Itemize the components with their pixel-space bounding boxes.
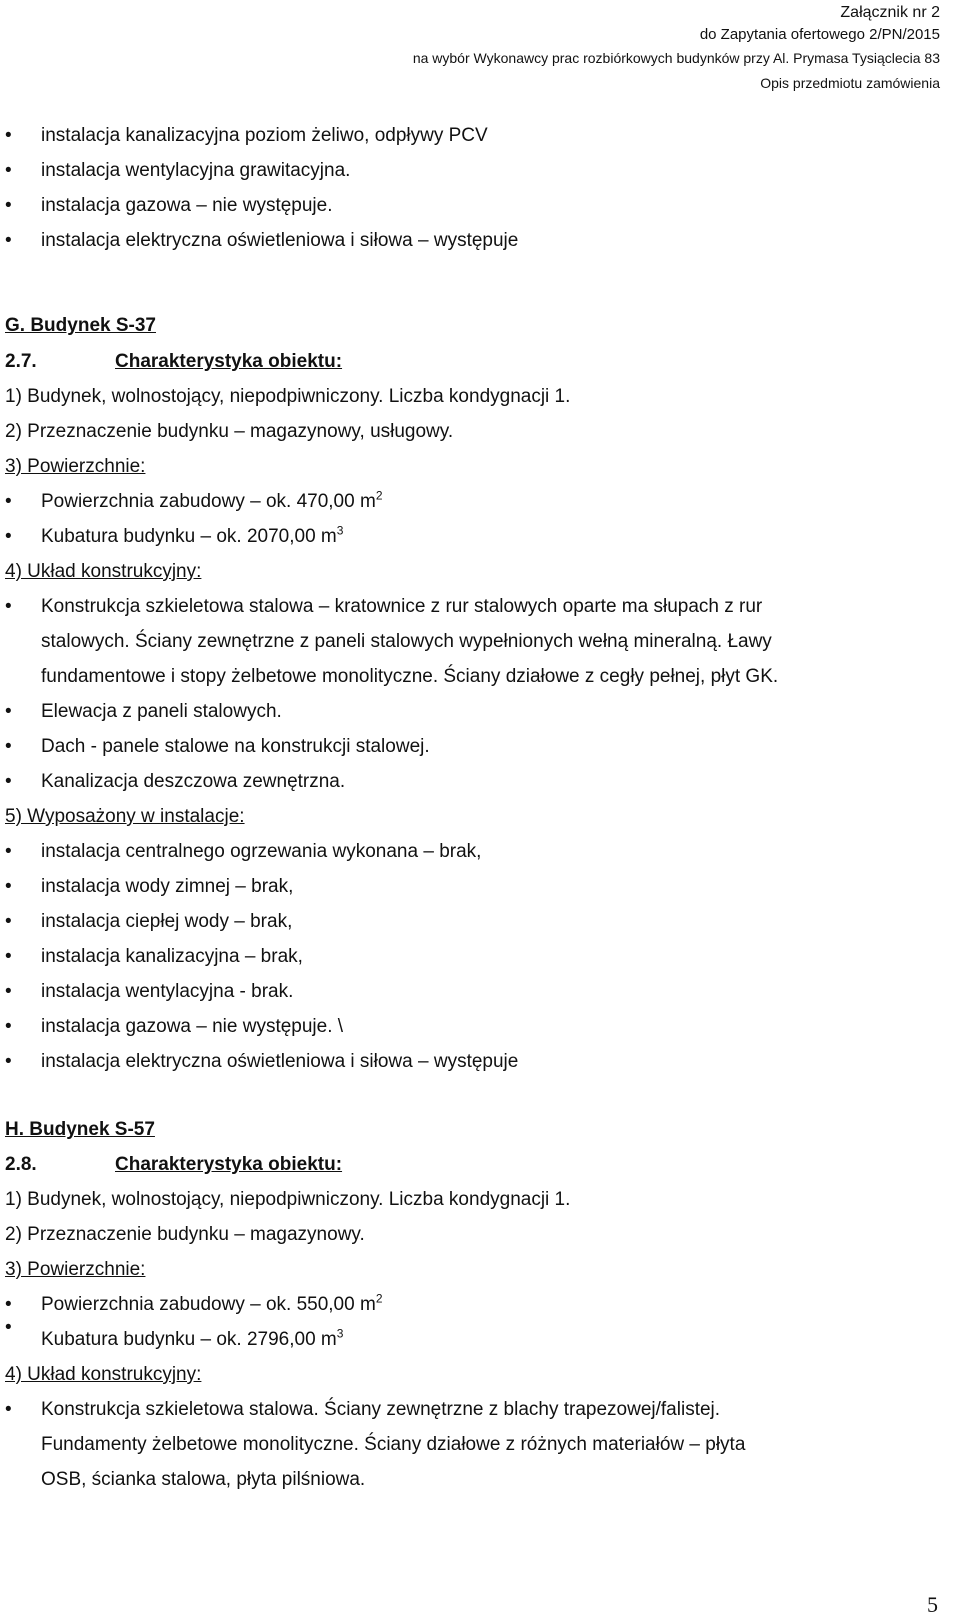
line-text: H. Budynek S-57 (5, 1119, 155, 1140)
bullet-glyph: • (5, 526, 12, 547)
paragraph-line (41, 1435, 745, 1454)
bullet-item (41, 231, 518, 250)
section-heading (5, 1120, 155, 1139)
unit-exponent: 2 (375, 488, 383, 503)
bullet-item (41, 488, 383, 512)
bullet-glyph: • (5, 771, 12, 792)
line-text: Kubatura budynku – ok. 2796,00 m (41, 1329, 337, 1350)
line-text: Powierzchnia zabudowy – ok. 550,00 m (41, 1294, 376, 1315)
bullet-glyph: • (5, 125, 12, 146)
line-text: 3) Powierzchnie: (5, 456, 146, 477)
bullet-glyph: • (5, 911, 12, 932)
paragraph-line (41, 667, 778, 686)
line-text: Kubatura budynku – ok. 2070,00 m (41, 526, 337, 547)
paragraph-line (41, 632, 772, 651)
bullet-item (41, 982, 293, 1001)
line-text: instalacja kanalizacyjna poziom żeliwo, odpływy PCV (41, 125, 488, 146)
bullet-item (41, 1017, 343, 1036)
line-text: G. Budynek S-37 (5, 315, 156, 336)
line-text: 3) Powierzchnie: (5, 1259, 146, 1280)
line-text: instalacja elektryczna oświetleniowa i siłowa – występuje (41, 1051, 519, 1072)
paragraph-line (5, 457, 145, 476)
paragraph-line (5, 1225, 365, 1244)
line-text: Konstrukcja szkieletowa stalowa. Ściany zewnętrzne z blachy trapezowej/falistej. (41, 1399, 721, 1420)
bullet-glyph: • (5, 1294, 12, 1315)
line-text: 2) Przeznaczenie budynku – magazynowy, usługowy. (5, 421, 454, 442)
section-heading (5, 1155, 342, 1174)
bullet-glyph: • (5, 981, 12, 1002)
line-text: instalacja wody zimnej – brak, (41, 876, 294, 897)
bullet-glyph: • (5, 946, 12, 967)
line-text: Charakterystyka obiektu: (115, 1154, 343, 1175)
header-inquiry-ref: do Zapytania ofertowego 2/PN/2015 (699, 26, 940, 43)
bullet-item (41, 1291, 383, 1315)
section-heading (5, 352, 342, 371)
line-text: Powierzchnia zabudowy – ok. 470,00 m (41, 491, 376, 512)
paragraph-line (5, 1365, 201, 1384)
bullet-glyph: • (5, 491, 12, 512)
unit-exponent: 3 (336, 1326, 344, 1341)
page-number: 5 (927, 1592, 938, 1617)
paragraph-line (5, 1190, 570, 1209)
paragraph-line (5, 807, 245, 826)
bullet-glyph: • (5, 841, 12, 862)
bullet-item (41, 597, 762, 616)
line-text: instalacja kanalizacyjna – brak, (41, 946, 303, 967)
line-text: Fundamenty żelbetowe monolityczne. Ściany działowe z różnych materiałów – płyta (41, 1434, 746, 1455)
section-number: 2.7. (5, 351, 37, 372)
section-heading (5, 316, 156, 335)
bullet-item (41, 126, 488, 145)
bullet-item (41, 1326, 344, 1350)
bullet-item (41, 877, 293, 896)
line-text: instalacja gazowa – nie występuje. \ (41, 1016, 344, 1037)
bullet-item (41, 772, 345, 791)
paragraph-line (5, 1260, 145, 1279)
unit-exponent: 3 (336, 523, 344, 538)
bullet-glyph: • (5, 230, 12, 251)
line-text: stalowych. Ściany zewnętrzne z paneli stalowych wypełnionych wełną mineralną. Ławy (41, 631, 772, 652)
bullet-item (41, 161, 350, 180)
bullet-item (41, 737, 430, 756)
line-text: 2) Przeznaczenie budynku – magazynowy. (5, 1224, 365, 1245)
line-text: 1) Budynek, wolnostojący, niepodpiwniczony. Liczba kondygnacji 1. (5, 386, 571, 407)
bullet-glyph: • (5, 1399, 12, 1420)
line-text: OSB, ścianka stalowa, płyta pilśniowa. (41, 1469, 366, 1490)
line-text: Elewacja z paneli stalowych. (41, 701, 282, 722)
header-attachment-label: Załącznik nr 2 (840, 4, 940, 21)
line-text: Kanalizacja deszczowa zewnętrzna. (41, 771, 346, 792)
line-text: 4) Układ konstrukcyjny: (5, 1364, 202, 1385)
bullet-item (41, 912, 292, 931)
line-text: instalacja centralnego ogrzewania wykonana – brak, (41, 841, 482, 862)
bullet-glyph: • (5, 701, 12, 722)
paragraph-line (41, 1470, 365, 1489)
line-text: fundamentowe i stopy żelbetowe monolityczne. Ściany działowe z cegły pełnej, płyt GK. (41, 666, 779, 687)
bullet-item (41, 523, 344, 547)
header-subject-line: Opis przedmiotu zamówienia (760, 75, 940, 91)
bullet-glyph: • (5, 1051, 12, 1072)
line-text: 1) Budynek, wolnostojący, niepodpiwniczony. Liczba kondygnacji 1. (5, 1189, 571, 1210)
line-text: instalacja gazowa – nie występuje. (41, 195, 333, 216)
bullet-item (41, 1052, 518, 1071)
bullet-glyph: • (5, 876, 12, 897)
line-text: 5) Wyposażony w instalacje: (5, 806, 245, 827)
bullet-glyph: • (5, 596, 12, 617)
bullet-item (41, 842, 481, 861)
paragraph-line (5, 562, 201, 581)
bullet-item (41, 702, 282, 721)
section-number: 2.8. (5, 1154, 37, 1175)
bullet-item (41, 947, 303, 966)
unit-exponent: 2 (375, 1291, 383, 1306)
line-text: 4) Układ konstrukcyjny: (5, 561, 202, 582)
line-text: Dach - panele stalowe na konstrukcji stalowej. (41, 736, 430, 757)
bullet-glyph: • (5, 1016, 12, 1037)
header-contractor-line: na wybór Wykonawcy prac rozbiórkowych budynków przy Al. Prymasa Tysiąclecia 83 (412, 50, 940, 66)
bullet-glyph: • (5, 1317, 12, 1338)
bullet-glyph: • (5, 195, 12, 216)
line-text: instalacja wentylacyjna grawitacyjna. (41, 160, 351, 181)
line-text: instalacja ciepłej wody – brak, (41, 911, 293, 932)
paragraph-line (5, 422, 453, 441)
line-text: instalacja elektryczna oświetleniowa i siłowa – występuje (41, 230, 519, 251)
bullet-glyph: • (5, 160, 12, 181)
line-text: Konstrukcja szkieletowa stalowa – kratownice z rur stalowych oparte ma słupach z rur (41, 596, 763, 617)
bullet-item (41, 196, 333, 215)
line-text: instalacja wentylacyjna - brak. (41, 981, 294, 1002)
bullet-glyph: • (5, 736, 12, 757)
line-text: Charakterystyka obiektu: (115, 351, 343, 372)
bullet-item (41, 1400, 720, 1419)
paragraph-line (5, 387, 570, 406)
